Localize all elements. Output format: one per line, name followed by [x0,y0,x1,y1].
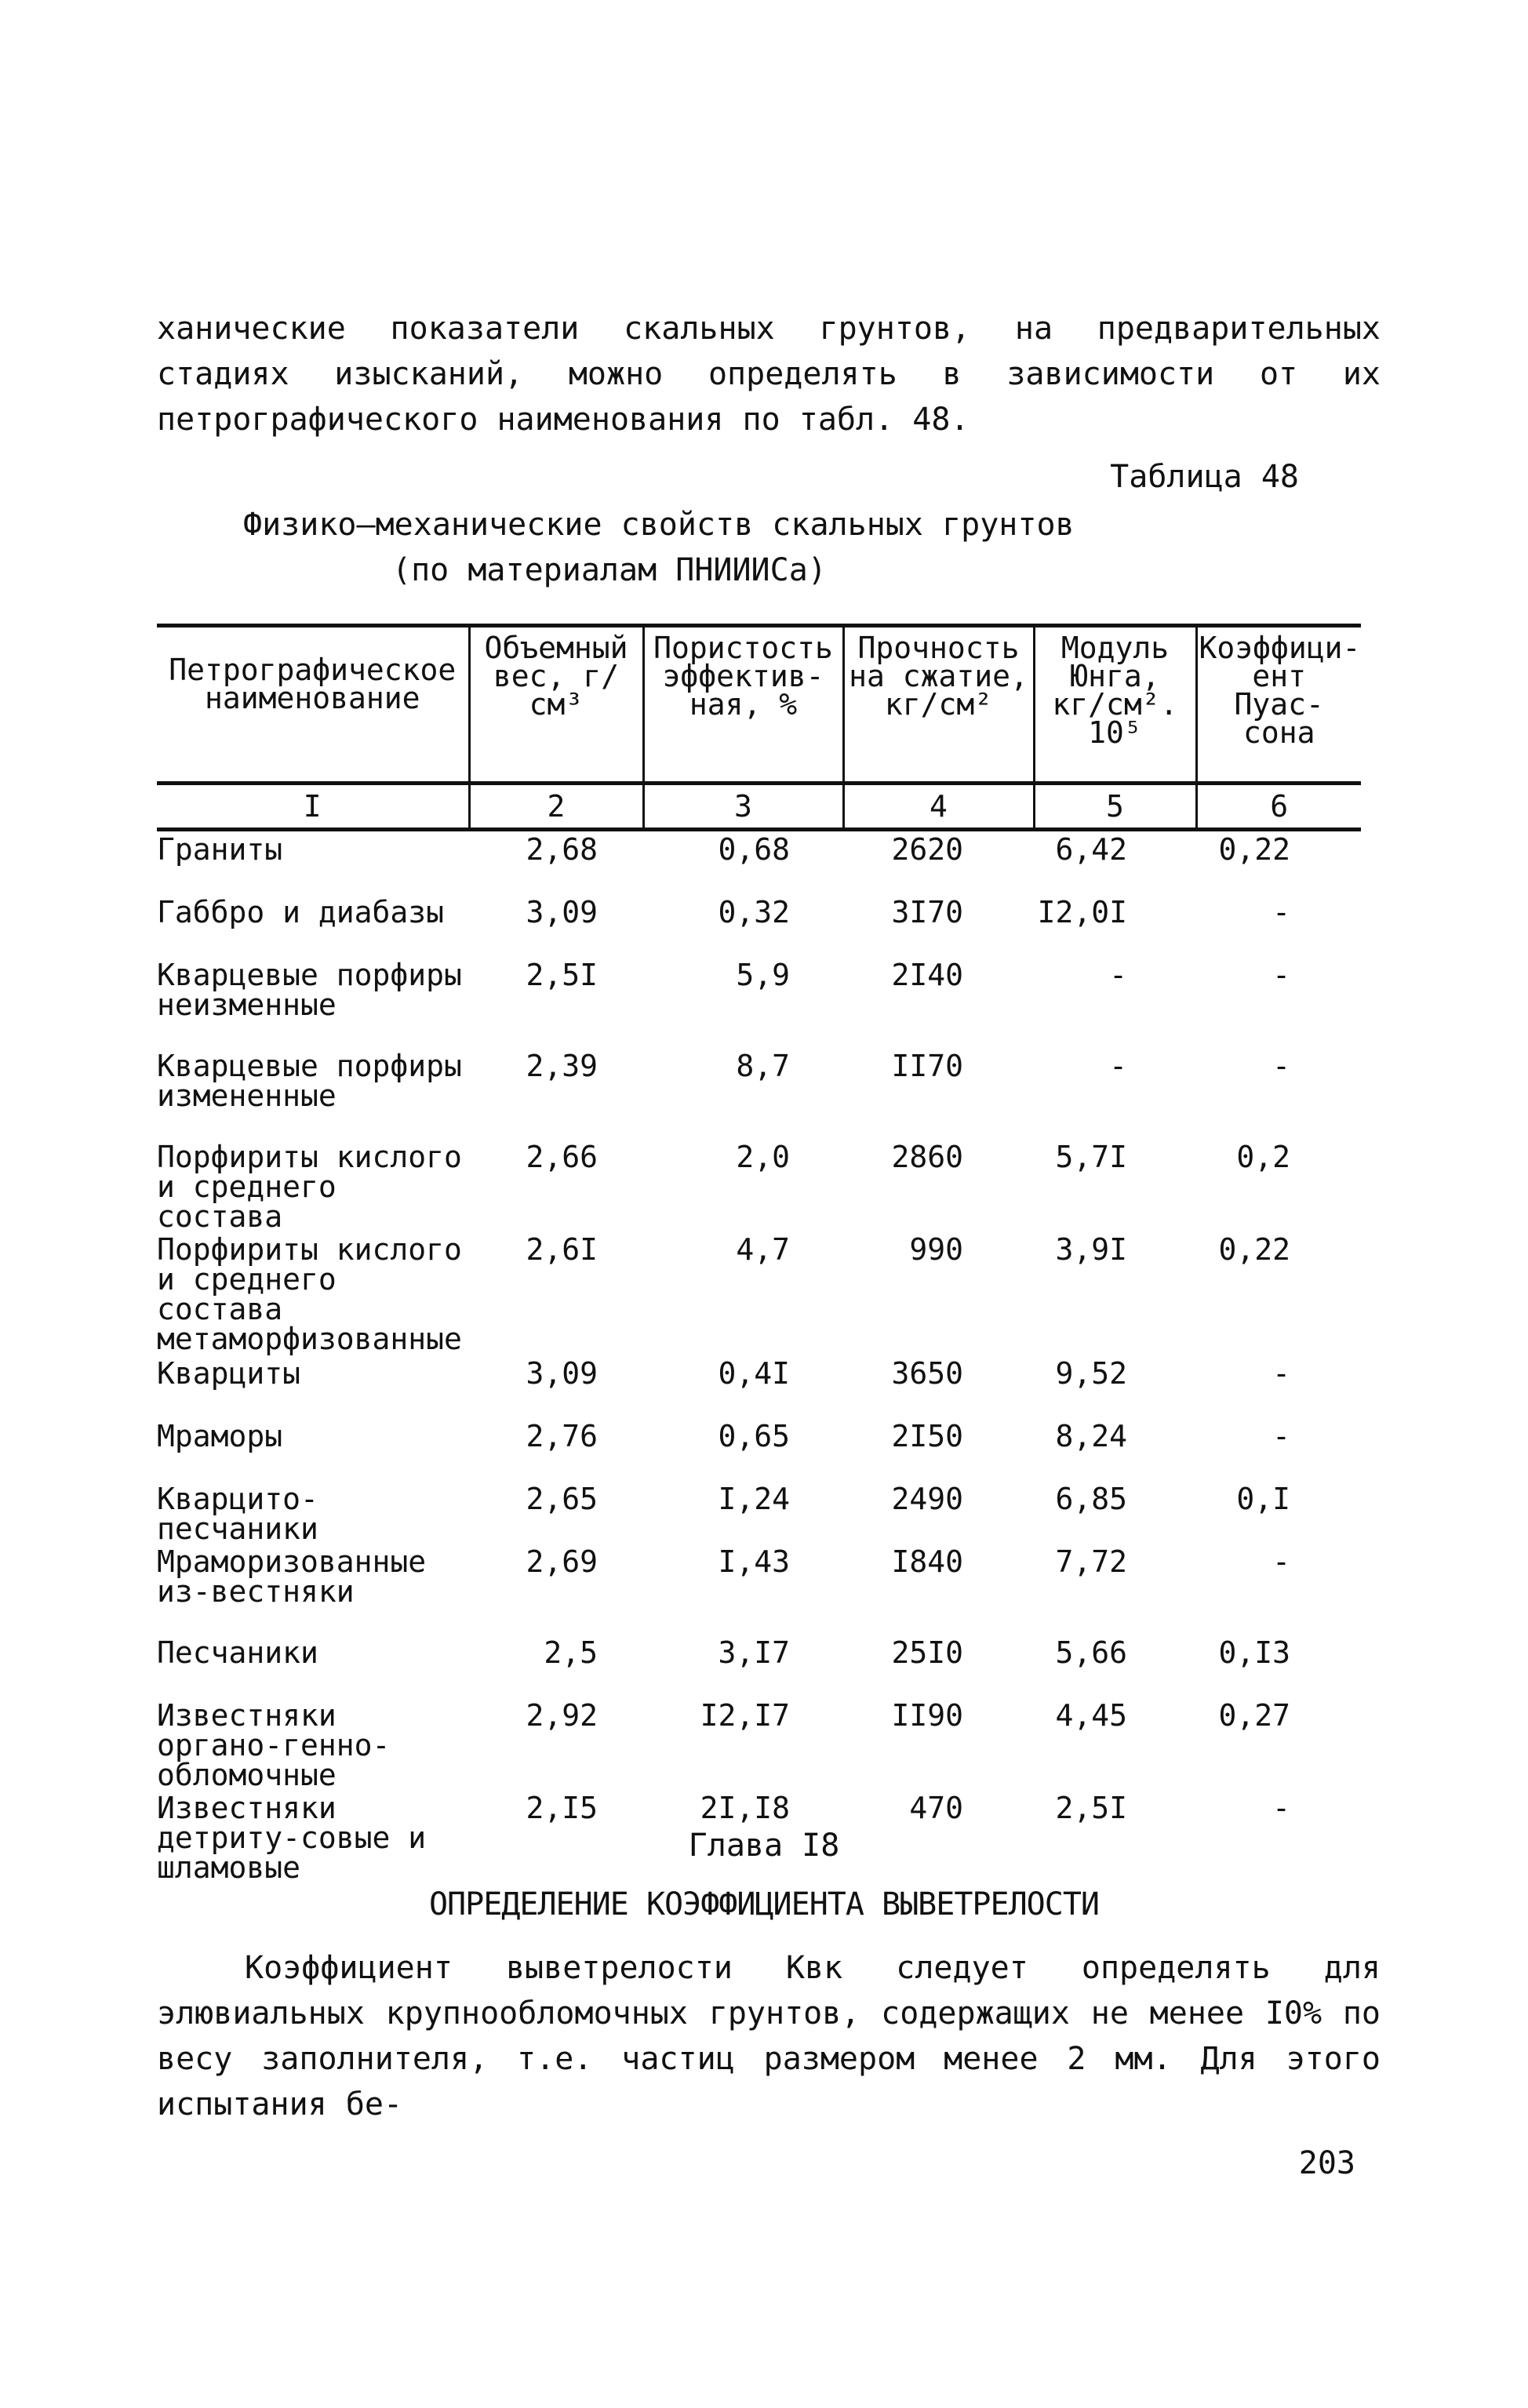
poisson-value: - [1272,1791,1290,1825]
strength-value: 2490 [891,1482,963,1516]
rock-name: Кварцевые порфиры измененные [157,1049,462,1113]
column-number: 4 [843,784,1034,830]
porosity-value: 2,0 [736,1140,790,1174]
poisson-value: - [1272,895,1290,929]
header-modulus: Модуль Юнга, кг/см². 10⁵ [1034,626,1196,784]
porosity-value: 3,I7 [718,1635,790,1670]
modulus-value: 7,72 [1055,1544,1127,1579]
header-poisson: Коэффици-ент Пуас-сона [1196,626,1361,784]
porosity-value: I2,I7 [700,1698,790,1733]
column-number: I [157,784,469,830]
chapter-title: ОПРЕДЕЛЕНИЕ КОЭФФИЦИЕНТА ВЫВЕТРЕЛОСТИ [428,1886,1100,1922]
density-value: 2,76 [526,1419,598,1453]
rock-name: Кварцевые порфиры неизменные [157,958,462,1022]
page-number: 203 [1298,2145,1355,2181]
modulus-value: 5,66 [1055,1635,1127,1670]
table-row [157,1481,1361,1544]
strength-value: 3650 [891,1356,963,1391]
table-title [243,502,1075,593]
table-row [157,957,1361,1048]
strength-value: 2I50 [891,1419,963,1453]
modulus-value: 4,45 [1055,1698,1127,1733]
table-row [157,1048,1361,1139]
table-row [157,1231,1361,1355]
table-column-numbers [157,784,1361,830]
rock-name: Порфириты кислого и среднего состава [157,1140,462,1234]
rock-name: Мраморизованные из-вестняки [157,1544,427,1609]
density-value: 2,69 [526,1544,598,1579]
modulus-value: - [1109,958,1127,992]
table-row [157,1418,1361,1481]
header-name: Петрографическое наименование [157,626,469,784]
column-number: 2 [469,784,643,830]
header-strength: Прочность на сжатие, кг/см² [843,626,1034,784]
strength-value: 2620 [891,832,963,867]
strength-value: 470 [909,1791,963,1825]
strength-value: 3I70 [891,895,963,929]
column-number: 5 [1034,784,1196,830]
density-value: 2,39 [526,1049,598,1083]
strength-value: I840 [891,1544,963,1579]
porosity-value: 4,7 [736,1232,790,1267]
header-density: Объемный вес, г/см³ [469,626,643,784]
table-row [157,1355,1361,1418]
modulus-value: - [1109,1049,1127,1083]
rock-name: Известняки органо-генно-обломочные [157,1698,391,1792]
poisson-value: 0,22 [1218,832,1290,867]
table-title-line-1: Физико–механические свойств скальных грунтов [243,507,1075,543]
strength-value: II90 [891,1698,963,1733]
poisson-value: - [1272,1049,1290,1083]
column-number: 3 [643,784,843,830]
porosity-value: 0,32 [718,895,790,929]
modulus-value: I2,0I [1037,895,1127,929]
density-value: 2,5 [544,1635,598,1670]
modulus-value: 3,9I [1055,1232,1127,1267]
column-number: 6 [1196,784,1361,830]
poisson-value: - [1272,958,1290,992]
strength-value: 2860 [891,1140,963,1174]
rock-name: Кварцито-песчаники [157,1482,318,1546]
porosity-value: 0,68 [718,832,790,867]
density-value: 2,68 [526,832,598,867]
table-title-line-2: (по материалам ПНИИИСа) [392,552,827,588]
intro-paragraph: ханические показатели скальных грунтов, на предварительных стадиях изысканий, можно определять в зависимости от их петрографического наименования по табл. 48. [157,311,1381,438]
rock-name: Граниты [157,832,283,867]
poisson-value: 0,I3 [1218,1635,1290,1670]
poisson-value: - [1272,1356,1290,1391]
rock-name: Известняки детриту-совые и шламовые [157,1791,427,1885]
modulus-value: 6,42 [1055,832,1127,867]
porosity-value: I,43 [718,1544,790,1579]
modulus-value: 8,24 [1055,1419,1127,1453]
table-row [157,1544,1361,1635]
poisson-value: 0,22 [1218,1232,1290,1267]
table-header-row [157,626,1361,784]
strength-value: II70 [891,1049,963,1083]
poisson-value: 0,27 [1218,1698,1290,1733]
header-porosity: Пористость эффектив-ная, % [643,626,843,784]
rock-name: Песчаники [157,1635,318,1670]
table-row [157,1697,1361,1790]
porosity-value: 0,65 [718,1419,790,1453]
properties-table [157,624,1361,1885]
table-row [157,1139,1361,1231]
strength-value: 25I0 [891,1635,963,1670]
density-value: 2,65 [526,1482,598,1516]
poisson-value: 0,I [1236,1482,1290,1516]
strength-value: 2I40 [891,958,963,992]
rock-name: Мраморы [157,1419,283,1453]
modulus-value: 9,52 [1055,1356,1127,1391]
table-row [157,894,1361,957]
body-paragraph: Коэффициент выветрелости Квк следует определять для элювиальных крупнообломочных грунтов, содержащих не менее I0% по весу заполнителя, т.е. частиц размером менее 2 мм. Для этого испытания бе- [157,1950,1381,2122]
density-value: 2,92 [526,1698,598,1733]
table-label: Таблица 48 [1110,459,1299,495]
rock-name: Габбро и диабазы [157,895,445,929]
poisson-value: - [1272,1544,1290,1579]
density-value: 2,66 [526,1140,598,1174]
table-row [157,830,1361,895]
porosity-value: I,24 [718,1482,790,1516]
chapter-number: Глава I8 [688,1828,840,1864]
table-row [157,1635,1361,1697]
modulus-value: 6,85 [1055,1482,1127,1516]
density-value: 2,5I [526,958,598,992]
density-value: 3,09 [526,895,598,929]
rock-name: Порфириты кислого и среднего состава метаморфизованные [157,1232,462,1356]
poisson-value: - [1272,1419,1290,1453]
rock-name: Кварциты [157,1356,301,1391]
porosity-value: 5,9 [736,958,790,992]
density-value: 2,6I [526,1232,598,1267]
density-value: 2,I5 [526,1791,598,1825]
poisson-value: 0,2 [1236,1140,1290,1174]
modulus-value: 5,7I [1055,1140,1127,1174]
modulus-value: 2,5I [1055,1791,1127,1825]
porosity-value: 2I,I8 [700,1791,790,1825]
porosity-value: 8,7 [736,1049,790,1083]
density-value: 3,09 [526,1356,598,1391]
strength-value: 990 [909,1232,963,1267]
porosity-value: 0,4I [718,1356,790,1391]
